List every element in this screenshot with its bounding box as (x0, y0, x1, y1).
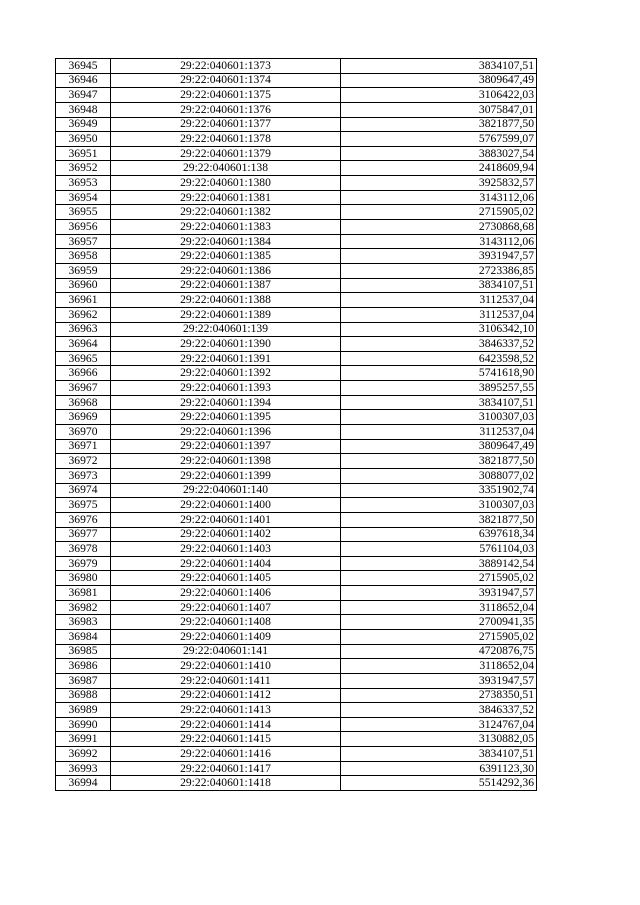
table-row (56, 249, 537, 264)
cadastral-number-cell: 29:22:040601:140 (111, 483, 341, 498)
cadastral-value-cell: 3809647,49 (341, 439, 537, 454)
cadastral-number-cell: 29:22:040601:1386 (111, 263, 341, 278)
row-number-cell: 36954 (56, 190, 111, 205)
table-row (56, 205, 537, 220)
table-row (56, 293, 537, 308)
cadastral-value-cell: 3931947,57 (341, 249, 537, 264)
cadastral-number-cell: 29:22:040601:1405 (111, 571, 341, 586)
cadastral-value-cell: 2715905,02 (341, 629, 537, 644)
table-row (56, 381, 537, 396)
cadastral-number-cell: 29:22:040601:1394 (111, 395, 341, 410)
cadastral-number-cell: 29:22:040601:1401 (111, 512, 341, 527)
cadastral-value-cell: 3143112,06 (341, 234, 537, 249)
cadastral-number-cell: 29:22:040601:1393 (111, 381, 341, 396)
table-row (56, 732, 537, 747)
cadastral-value-table (55, 58, 537, 791)
row-number-cell: 36978 (56, 542, 111, 557)
cadastral-number-cell: 29:22:040601:1378 (111, 132, 341, 147)
cadastral-value-cell: 3118652,04 (341, 600, 537, 615)
table-row (56, 337, 537, 352)
cadastral-value-cell: 3834107,51 (341, 747, 537, 762)
cadastral-value-cell: 3100307,03 (341, 498, 537, 513)
table-row (56, 146, 537, 161)
table-body (56, 59, 537, 791)
row-number-cell: 36969 (56, 410, 111, 425)
cadastral-value-cell: 3112537,04 (341, 307, 537, 322)
table-row (56, 527, 537, 542)
cadastral-value-cell: 6423598,52 (341, 351, 537, 366)
row-number-cell: 36952 (56, 161, 111, 176)
cadastral-number-cell: 29:22:040601:138 (111, 161, 341, 176)
cadastral-value-cell: 3075847,01 (341, 102, 537, 117)
row-number-cell: 36982 (56, 600, 111, 615)
cadastral-value-cell: 5741618,90 (341, 366, 537, 381)
cadastral-value-cell: 2715905,02 (341, 571, 537, 586)
table-row (56, 600, 537, 615)
table-row (56, 132, 537, 147)
table-row (56, 512, 537, 527)
cadastral-number-cell: 29:22:040601:1391 (111, 351, 341, 366)
cadastral-value-cell: 2715905,02 (341, 205, 537, 220)
table-row (56, 498, 537, 513)
row-number-cell: 36994 (56, 776, 111, 791)
row-number-cell: 36949 (56, 117, 111, 132)
cadastral-number-cell: 29:22:040601:1375 (111, 88, 341, 103)
cadastral-number-cell: 29:22:040601:1408 (111, 615, 341, 630)
row-number-cell: 36986 (56, 659, 111, 674)
cadastral-value-cell: 3883027,54 (341, 146, 537, 161)
cadastral-number-cell: 29:22:040601:1379 (111, 146, 341, 161)
row-number-cell: 36961 (56, 293, 111, 308)
cadastral-value-cell: 3931947,57 (341, 586, 537, 601)
row-number-cell: 36973 (56, 468, 111, 483)
row-number-cell: 36951 (56, 146, 111, 161)
row-number-cell: 36946 (56, 73, 111, 88)
cadastral-value-cell: 3821877,50 (341, 512, 537, 527)
table-row (56, 483, 537, 498)
table-row (56, 688, 537, 703)
table-row (56, 629, 537, 644)
cadastral-value-cell: 3118652,04 (341, 659, 537, 674)
cadastral-value-cell: 3834107,51 (341, 395, 537, 410)
row-number-cell: 36974 (56, 483, 111, 498)
cadastral-value-cell: 3821877,50 (341, 454, 537, 469)
row-number-cell: 36990 (56, 717, 111, 732)
cadastral-number-cell: 29:22:040601:1406 (111, 586, 341, 601)
cadastral-value-cell: 3112537,04 (341, 293, 537, 308)
table-row (56, 454, 537, 469)
row-number-cell: 36981 (56, 586, 111, 601)
cadastral-value-cell: 3925832,57 (341, 176, 537, 191)
table-row (56, 73, 537, 88)
row-number-cell: 36957 (56, 234, 111, 249)
cadastral-value-cell: 3931947,57 (341, 673, 537, 688)
table-row (56, 102, 537, 117)
table-row (56, 278, 537, 293)
cadastral-number-cell: 29:22:040601:1400 (111, 498, 341, 513)
cadastral-number-cell: 29:22:040601:1418 (111, 776, 341, 791)
row-number-cell: 36985 (56, 644, 111, 659)
table-row (56, 468, 537, 483)
table-row (56, 761, 537, 776)
cadastral-value-cell: 6391123,30 (341, 761, 537, 776)
row-number-cell: 36964 (56, 337, 111, 352)
table-row (56, 659, 537, 674)
table-row (56, 556, 537, 571)
table-row (56, 717, 537, 732)
cadastral-number-cell: 29:22:040601:141 (111, 644, 341, 659)
table-row (56, 234, 537, 249)
cadastral-number-cell: 29:22:040601:1415 (111, 732, 341, 747)
row-number-cell: 36993 (56, 761, 111, 776)
row-number-cell: 36956 (56, 220, 111, 235)
table-row (56, 59, 537, 74)
table-row (56, 307, 537, 322)
cadastral-number-cell: 29:22:040601:1407 (111, 600, 341, 615)
cadastral-number-cell: 29:22:040601:1384 (111, 234, 341, 249)
table-row (56, 88, 537, 103)
cadastral-number-cell: 29:22:040601:1380 (111, 176, 341, 191)
row-number-cell: 36992 (56, 747, 111, 762)
cadastral-number-cell: 29:22:040601:1395 (111, 410, 341, 425)
cadastral-number-cell: 29:22:040601:1387 (111, 278, 341, 293)
cadastral-value-cell: 3088077,02 (341, 468, 537, 483)
cadastral-number-cell: 29:22:040601:1409 (111, 629, 341, 644)
row-number-cell: 36968 (56, 395, 111, 410)
cadastral-value-cell: 3834107,51 (341, 59, 537, 74)
cadastral-number-cell: 29:22:040601:1399 (111, 468, 341, 483)
row-number-cell: 36979 (56, 556, 111, 571)
cadastral-number-cell: 29:22:040601:1388 (111, 293, 341, 308)
cadastral-number-cell: 29:22:040601:1404 (111, 556, 341, 571)
cadastral-value-cell: 2730868,68 (341, 220, 537, 235)
cadastral-value-cell: 3846337,52 (341, 337, 537, 352)
cadastral-value-cell: 3351902,74 (341, 483, 537, 498)
row-number-cell: 36953 (56, 176, 111, 191)
cadastral-value-cell: 5761104,03 (341, 542, 537, 557)
cadastral-number-cell: 29:22:040601:1376 (111, 102, 341, 117)
cadastral-value-cell: 2700941,35 (341, 615, 537, 630)
row-number-cell: 36991 (56, 732, 111, 747)
table-row (56, 161, 537, 176)
cadastral-value-cell: 3130882,05 (341, 732, 537, 747)
row-number-cell: 36958 (56, 249, 111, 264)
cadastral-number-cell: 29:22:040601:139 (111, 322, 341, 337)
cadastral-value-cell: 3124767,04 (341, 717, 537, 732)
cadastral-value-cell: 3895257,55 (341, 381, 537, 396)
cadastral-number-cell: 29:22:040601:1382 (111, 205, 341, 220)
cadastral-number-cell: 29:22:040601:1403 (111, 542, 341, 557)
table-row (56, 776, 537, 791)
row-number-cell: 36947 (56, 88, 111, 103)
row-number-cell: 36966 (56, 366, 111, 381)
cadastral-number-cell: 29:22:040601:1389 (111, 307, 341, 322)
cadastral-number-cell: 29:22:040601:1392 (111, 366, 341, 381)
table-row (56, 410, 537, 425)
table-row (56, 263, 537, 278)
cadastral-value-cell: 3143112,06 (341, 190, 537, 205)
cadastral-number-cell: 29:22:040601:1412 (111, 688, 341, 703)
row-number-cell: 36983 (56, 615, 111, 630)
row-number-cell: 36987 (56, 673, 111, 688)
cadastral-value-cell: 3834107,51 (341, 278, 537, 293)
cadastral-value-cell: 3106342,10 (341, 322, 537, 337)
cadastral-number-cell: 29:22:040601:1417 (111, 761, 341, 776)
cadastral-number-cell: 29:22:040601:1410 (111, 659, 341, 674)
table-row (56, 703, 537, 718)
row-number-cell: 36984 (56, 629, 111, 644)
table-row (56, 439, 537, 454)
cadastral-value-cell: 3809647,49 (341, 73, 537, 88)
row-number-cell: 36972 (56, 454, 111, 469)
table-row (56, 673, 537, 688)
cadastral-number-cell: 29:22:040601:1413 (111, 703, 341, 718)
row-number-cell: 36967 (56, 381, 111, 396)
cadastral-number-cell: 29:22:040601:1377 (111, 117, 341, 132)
row-number-cell: 36989 (56, 703, 111, 718)
cadastral-value-cell: 5767599,07 (341, 132, 537, 147)
cadastral-number-cell: 29:22:040601:1396 (111, 425, 341, 440)
table-row (56, 586, 537, 601)
row-number-cell: 36976 (56, 512, 111, 527)
row-number-cell: 36971 (56, 439, 111, 454)
table-row (56, 176, 537, 191)
cadastral-number-cell: 29:22:040601:1414 (111, 717, 341, 732)
row-number-cell: 36950 (56, 132, 111, 147)
table-row (56, 542, 537, 557)
row-number-cell: 36960 (56, 278, 111, 293)
cadastral-value-cell: 3846337,52 (341, 703, 537, 718)
row-number-cell: 36959 (56, 263, 111, 278)
table-row (56, 220, 537, 235)
cadastral-value-cell: 6397618,34 (341, 527, 537, 542)
row-number-cell: 36955 (56, 205, 111, 220)
cadastral-value-cell: 4720876,75 (341, 644, 537, 659)
cadastral-number-cell: 29:22:040601:1411 (111, 673, 341, 688)
cadastral-value-cell: 3889142,54 (341, 556, 537, 571)
table-row (56, 322, 537, 337)
cadastral-number-cell: 29:22:040601:1385 (111, 249, 341, 264)
cadastral-value-cell: 3106422,03 (341, 88, 537, 103)
table-row (56, 117, 537, 132)
row-number-cell: 36980 (56, 571, 111, 586)
cadastral-number-cell: 29:22:040601:1402 (111, 527, 341, 542)
table-row (56, 351, 537, 366)
row-number-cell: 36970 (56, 425, 111, 440)
row-number-cell: 36988 (56, 688, 111, 703)
cadastral-value-cell: 2418609,94 (341, 161, 537, 176)
cadastral-number-cell: 29:22:040601:1383 (111, 220, 341, 235)
table-row (56, 366, 537, 381)
table-row (56, 644, 537, 659)
table-row (56, 395, 537, 410)
cadastral-value-cell: 5514292,36 (341, 776, 537, 791)
row-number-cell: 36963 (56, 322, 111, 337)
cadastral-number-cell: 29:22:040601:1374 (111, 73, 341, 88)
table-row (56, 571, 537, 586)
row-number-cell: 36948 (56, 102, 111, 117)
cadastral-value-cell: 3112537,04 (341, 425, 537, 440)
row-number-cell: 36975 (56, 498, 111, 513)
cadastral-value-cell: 2738350,51 (341, 688, 537, 703)
row-number-cell: 36965 (56, 351, 111, 366)
table-row (56, 747, 537, 762)
cadastral-number-cell: 29:22:040601:1381 (111, 190, 341, 205)
row-number-cell: 36962 (56, 307, 111, 322)
cadastral-value-cell: 2723386,85 (341, 263, 537, 278)
table-row (56, 425, 537, 440)
cadastral-value-cell: 3100307,03 (341, 410, 537, 425)
cadastral-number-cell: 29:22:040601:1416 (111, 747, 341, 762)
table-row (56, 615, 537, 630)
cadastral-number-cell: 29:22:040601:1398 (111, 454, 341, 469)
row-number-cell: 36977 (56, 527, 111, 542)
row-number-cell: 36945 (56, 59, 111, 74)
cadastral-number-cell: 29:22:040601:1397 (111, 439, 341, 454)
cadastral-value-cell: 3821877,50 (341, 117, 537, 132)
cadastral-number-cell: 29:22:040601:1390 (111, 337, 341, 352)
cadastral-number-cell: 29:22:040601:1373 (111, 59, 341, 74)
table-row (56, 190, 537, 205)
